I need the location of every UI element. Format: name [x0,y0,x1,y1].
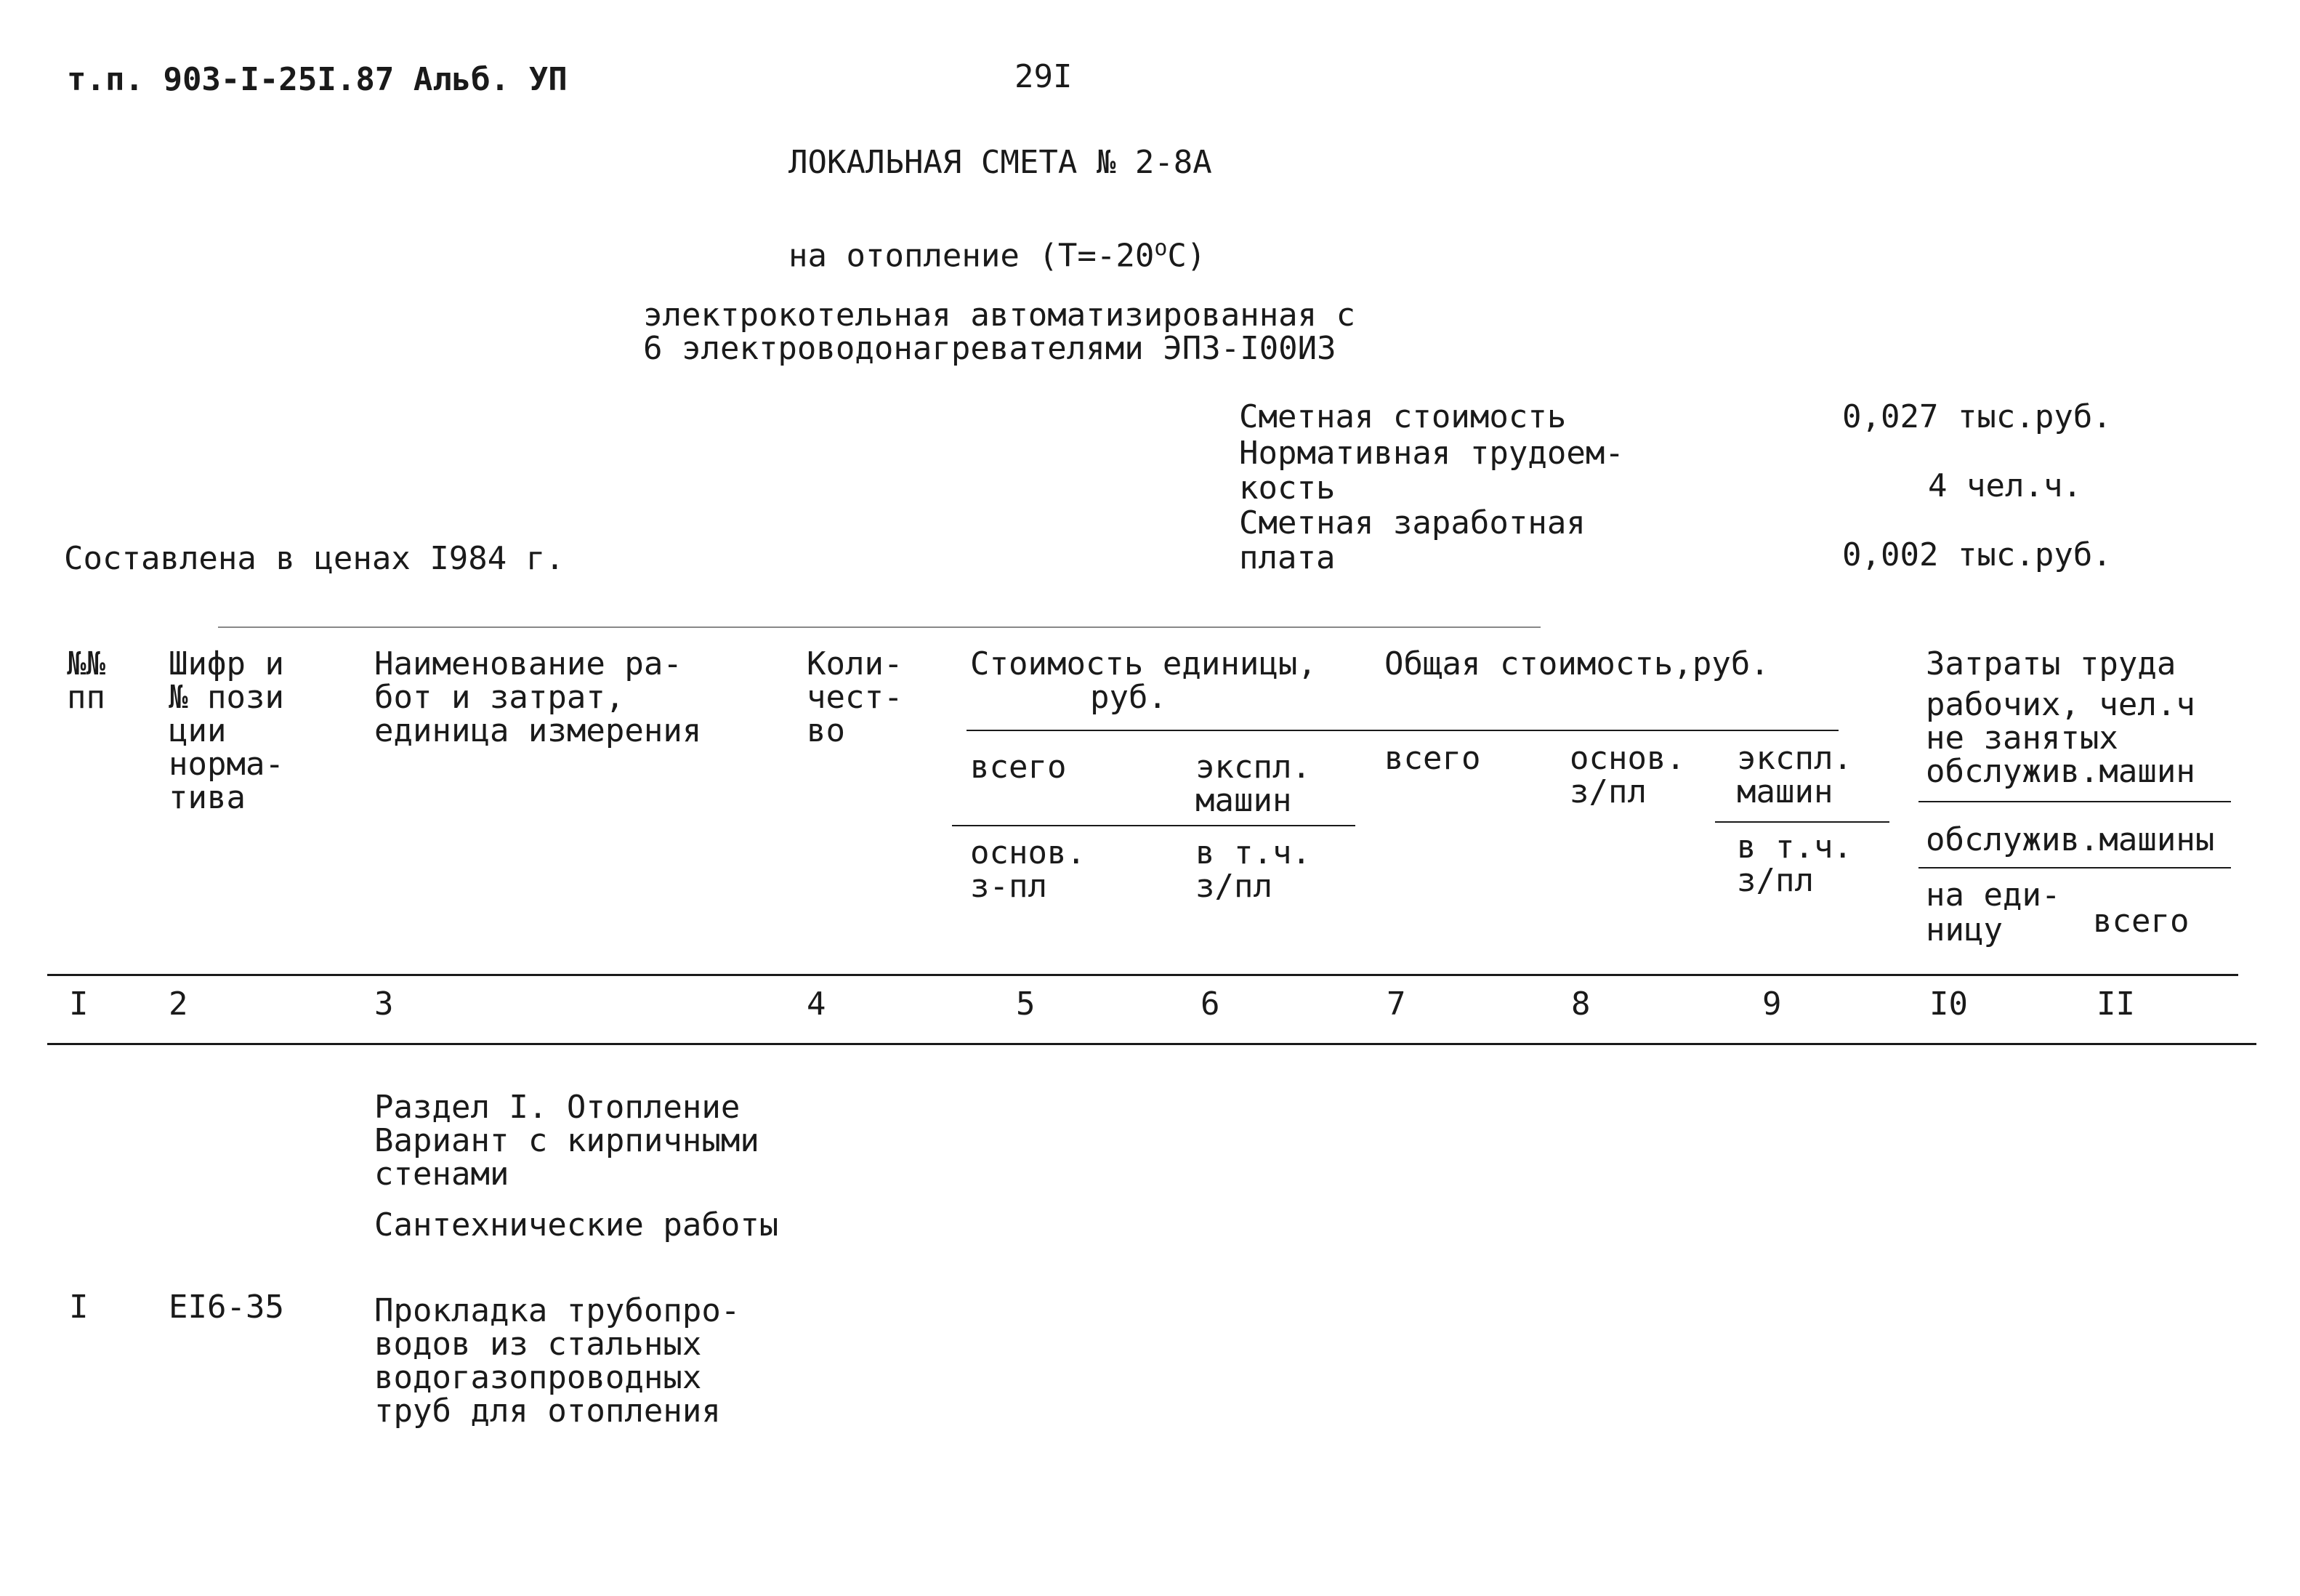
estimated-cost-value: 0,027 тыс.руб. [1842,398,2112,435]
col-header-unit-wage-2: з-пл [970,868,1047,905]
unit-cost-subrule [952,825,1355,826]
labor-rule-2 [1918,867,2231,868]
col-header-labor-total: всего [2093,903,2190,940]
row-1-code: ЕI6-35 [169,1289,284,1326]
row-1-name-1: Прокладка трубопро- [374,1292,741,1329]
col-header-quantity-1: Коли- [807,645,903,682]
col-header-name-2: бот и затрат, [374,679,625,716]
machines-subrule [1715,821,1889,823]
row-1-number: I [69,1289,89,1326]
estimated-wage-label-2: плата [1239,539,1336,576]
estimate-title: ЛОКАЛЬНАЯ СМЕТА № 2-8А [788,144,1212,181]
estimated-wage-value: 0,002 тыс.руб. [1842,536,2112,573]
col-header-name-1: Наименование ра- [374,645,682,682]
col-header-total-machines-1: экспл. [1737,740,1852,777]
estimated-cost-label: Сметная стоимость [1239,398,1567,435]
object-description-line-2: 6 электроводонагревателями ЭПЗ-I00ИЗ [643,330,1336,367]
col-header-name-3: единица измерения [374,712,702,749]
column-numbers-bottom-rule [47,1043,2256,1045]
document-reference: т.п. 903-I-25I.87 Альб. УП [67,61,568,98]
col-header-total-machines-2: машин [1737,773,1833,810]
row-1-name-3: водогазопроводных [374,1359,702,1396]
col-header-unit-machines-wage-2: з/пл [1195,868,1272,905]
section-title-3: стенами [374,1156,509,1193]
col-header-code-2: № пози [169,679,284,716]
header-top-rule [218,626,1541,628]
column-numbers-top-rule [47,974,2238,976]
col-header-unit-total: всего [970,749,1067,786]
col-header-unit-cost-2: руб. [1090,679,1167,716]
col-header-labor-2: рабочих, чел.ч [1926,686,2195,723]
section-title-2: Вариант с кирпичными [374,1122,759,1159]
column-number-9: 9 [1762,986,1782,1023]
col-header-labor-service: обслужив.машины [1926,821,2215,858]
column-number-1: I [69,986,89,1023]
col-header-quantity-3: во [807,712,845,749]
col-header-total-machines-wage-1: в т.ч. [1737,829,1852,866]
column-number-6: 6 [1201,986,1220,1023]
column-number-2: 2 [169,986,188,1023]
col-header-code-1: Шифр и [169,645,284,682]
labor-intensity-label-1: Нормативная трудоем- [1239,435,1624,472]
row-1-name-2: водов из стальных [374,1326,702,1363]
labor-intensity-label-2: кость [1239,469,1336,507]
column-number-3: 3 [374,986,394,1023]
col-header-total-all: всего [1384,740,1481,777]
column-number-11: II [2097,986,2135,1023]
col-header-total-wage-1: основ. [1570,740,1685,777]
col-header-number-1: №№ [67,645,105,682]
estimate-subtitle: на отопление $(Т=-20^оС)$ [788,235,1206,275]
col-header-number-2: пп [67,679,105,716]
col-header-labor-per-unit-2: ницу [1926,911,2003,948]
column-number-4: 4 [807,986,826,1023]
col-header-code-4: норма- [169,746,284,783]
col-header-labor-4: обслужив.машин [1926,753,2195,790]
object-description-line-1: электрокотельная автоматизированная с [643,297,1356,334]
column-number-10: I0 [1929,986,1968,1023]
column-number-7: 7 [1387,986,1406,1023]
estimated-wage-label-1: Сметная заработная [1239,504,1586,541]
col-header-labor-per-unit-1: на еди- [1926,876,2061,914]
page-number: 29I [1014,58,1073,95]
col-header-unit-machines-1: экспл. [1195,749,1311,786]
col-header-unit-machines-2: машин [1195,782,1292,819]
col-header-total-machines-wage-2: з/пл [1737,862,1814,899]
col-header-code-3: ции [169,712,227,749]
col-header-unit-cost-1: Стоимость единицы, [970,645,1317,682]
col-header-labor-1: Затраты труда [1926,645,2176,682]
col-header-code-5: тива [169,779,246,816]
col-header-quantity-2: чест- [807,679,903,716]
col-header-total-wage-2: з/пл [1570,773,1647,810]
section-title-1: Раздел I. Отопление [374,1089,741,1126]
labor-rule-1 [1918,801,2231,802]
column-number-5: 5 [1016,986,1036,1023]
row-1-name-4: труб для отопления [374,1393,721,1430]
col-header-unit-machines-wage-1: в т.ч. [1195,834,1311,871]
col-header-labor-3: не занятых [1926,720,2118,757]
col-header-unit-wage-1: основ. [970,834,1086,871]
section-subtitle: Сантехнические работы [374,1206,779,1244]
cost-group-rule [967,730,1839,731]
prices-year-note: Составлена в ценах I984 г. [64,540,565,577]
labor-intensity-value: 4 чел.ч. [1928,467,2082,504]
column-number-8: 8 [1571,986,1591,1023]
col-header-total-cost: Общая стоимость,руб. [1384,645,1770,682]
